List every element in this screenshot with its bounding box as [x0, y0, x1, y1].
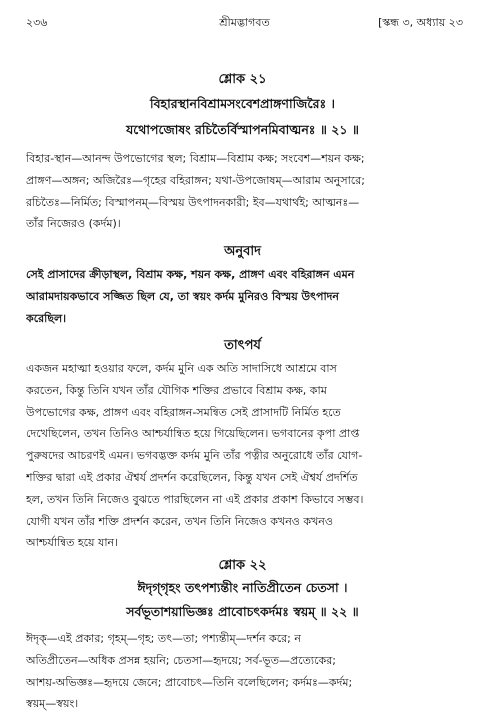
- verse-21-synonyms: [26, 148, 461, 235]
- purport-line: একজন মহাত্মা হওয়ার ফলে, কর্দম মুনি এক অতি সাদাসিধে আশ্রমে বাস: [26, 362, 337, 375]
- synonyms-line: অতিপ্রীতেন—অধিক প্রসন্ন হয়নি; চেতসা—হৃদয়ে; সর্ব-ভূত—প্রত্যেকের;: [26, 653, 336, 667]
- book-title: শ্রীমদ্ভাগবত: [219, 16, 270, 29]
- verse-22-heading: শ্লোক ২২: [218, 558, 267, 573]
- translation-line: সেই প্রাসাদের ক্রীড়াস্থল, বিশ্রাম কক্ষ, শয়ন কক্ষ, প্রাঙ্গণ এবং বহিরাঙ্গন এমন: [26, 268, 355, 281]
- translation-line: আরামদায়কভাবে সজ্জিত ছিল যে, তা স্বয়ং কর্দম মুনিরও বিস্ময় উৎপাদন: [26, 289, 339, 303]
- purport-line: আশ্চর্যান্বিত হয়ে যান।: [26, 536, 119, 550]
- synonyms-line: ঈদৃক্—এই প্রকার; গৃহম্—গৃহ; তৎ—তা; পশ্যন্তীম্—দর্শন করে; ন: [26, 632, 301, 645]
- page-number: ২৩৬: [26, 16, 48, 29]
- purport-line: করতেন, কিন্তু তিনি যখন তাঁর যৌগিক শক্তির প্রভাবে বিশ্রাম কক্ষ, কাম: [26, 383, 327, 397]
- synonyms-line: আশয়-অভিজ্ঞঃ—হৃদয়ে জেনে; প্রাবোচৎ—তিনি বলেছিলেন; কর্দমঃ—কর্দম;: [26, 675, 353, 689]
- synonyms-line: প্রাঙ্গণ—অঙ্গন; অজিরৈঃ—গৃহের বহিরাঙ্গন; যথা-উপজোষম্—আরাম অনুসারে;: [26, 173, 365, 187]
- synonyms-line: তাঁর নিজেরও (কর্দম)।: [26, 217, 121, 231]
- purport-text: [26, 358, 461, 554]
- purport-line: যোগী যখন তাঁর শক্তি প্রদর্শন করেন, তখন তিনি নিজেও কখনও কখনও: [26, 514, 333, 528]
- verse-21-line-1: বিহারস্থানবিশ্রামসংবেশপ্রাঙ্গণাজিরৈঃ ।: [150, 96, 335, 111]
- verse-21-line-2: যথোপজোষং রচিতৈর্বিস্মাপনমিবাত্মনঃ ॥ ২১ ॥: [126, 122, 359, 137]
- translation-heading: অনুবাদ: [224, 244, 261, 259]
- purport-line: পুরুষদের আচরণই এমন। ভগবদ্ভক্ত কর্দম মুনি তাঁর পত্নীর অনুরোধে তাঁর যোগ-: [26, 449, 363, 463]
- purport-line: হল, তখন তিনি নিজেও বুঝতে পারছিলেন না এই প্রকার প্রকাশ কিভাবে সম্ভব।: [26, 492, 364, 506]
- verse-21-heading: শ্লোক ২১: [218, 72, 267, 87]
- verse-22-line-2: সর্বভূতাশয়াভিজ্ঞঃ প্রাবোচৎকর্দমঃ স্বয়ম্ ॥ ২২ ॥: [126, 604, 359, 619]
- verse-22-synonyms: [26, 628, 461, 715]
- page-header: [26, 14, 463, 36]
- translation-text: [26, 264, 461, 329]
- synonyms-line: বিহার-স্থান—আনন্দ উপভোগের স্থল; বিশ্রাম—বিশ্রাম কক্ষ; সংবেশ—শয়ন কক্ষ;: [26, 152, 365, 165]
- purport-line: উপভোগের কক্ষ, প্রাঙ্গণ এবং বহিরাঙ্গন-সমন্বিত সেই প্রাসাদটি নির্মিত হতে: [26, 405, 341, 419]
- verse-22-line-1: ঈদৃগ্‌গৃহং তৎপশ্যন্তীং নাতিপ্রীতেন চেতসা ।: [137, 580, 348, 595]
- synonyms-line: স্বয়ম্—স্বয়ং।: [26, 697, 79, 711]
- chapter-reference: [স্কন্ধ ৩, অধ্যায় ২৩: [378, 16, 463, 29]
- purport-line: শক্তির দ্বারা এই প্রকার ঐশ্বর্য প্রদর্শন করেছিলেন, কিন্তু যখন সেই ঐশ্বর্য প্রদর্শিত: [26, 470, 358, 484]
- purport-line: দেখেছিলেন, তখন তিনিও আশ্চর্যান্বিত হয়ে গিয়েছিলেন। ভগবানের কৃপা প্রাপ্ত: [26, 427, 360, 441]
- translation-line: করেছিল।: [26, 311, 67, 325]
- purport-heading: তাৎপর্য: [224, 338, 261, 353]
- synonyms-line: রচিতৈঃ—নির্মিত; বিস্মাপনম্—বিস্ময় উৎপাদনকারী; ইব—যথার্থই; আত্মনঃ—: [26, 195, 360, 209]
